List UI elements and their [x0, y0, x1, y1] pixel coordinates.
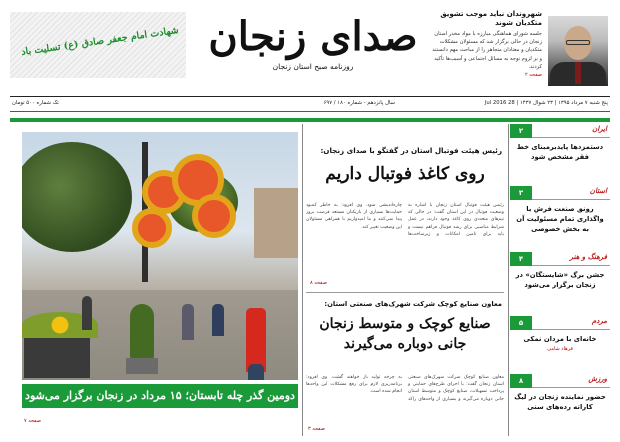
section-headline: رونق صنعت فرش با واگذاری تمام مسئولیت آن به بخش خصوصی [516, 205, 604, 233]
logo-subtitle: روزنامه صبح استان زنجان [272, 62, 354, 71]
masthead-rule [10, 96, 610, 97]
story-page-ref: صفحه ۳ [308, 426, 325, 432]
section-name: ورزش [588, 375, 607, 383]
section-name: استان [589, 187, 607, 195]
photo-caption: دومین گذر چله تابستان؛ ۱۵ مرداد در زنجان برگزار می‌شود [25, 389, 295, 402]
story-kicker: رئیس هیئت فوتبال استان در گفتگو با صدای زنجان: [320, 146, 502, 155]
main-stories-column [304, 124, 506, 436]
lead-story-body: جلسه شورای هماهنگی مبارزه با مواد مخدر استان زنجان در حالی برگزار شد که مسئولان مشکلات متکدیان و معتادان متجاهر را از مباحث مهم دانستند و بر لزوم توجه به مسائل اجتماعی و آسیب‌ها تأکید کردند. [432, 31, 542, 70]
section-name: ایران [592, 125, 607, 133]
lead-story-page: صفحه ۲ [525, 72, 542, 79]
sidebar-item-people[interactable] [510, 316, 610, 352]
section-header [510, 124, 610, 138]
price-text: تک شماره ۵۰۰ تومان [12, 100, 59, 106]
dateline-rule [10, 111, 610, 112]
slogan-banner [10, 12, 186, 78]
accent-strip [10, 118, 610, 122]
section-page-number: ۴ [510, 252, 532, 266]
section-name: مردم [591, 317, 607, 325]
story-kicker: معاون صنایع کوچک شرکت شهرک‌های صنعتی استان: [324, 300, 502, 308]
column-divider [508, 124, 509, 436]
sidebar-item-province[interactable] [510, 186, 610, 234]
column-divider [302, 124, 303, 436]
section-header [510, 252, 610, 266]
section-header [510, 186, 610, 200]
section-page-number: ۸ [510, 374, 532, 388]
story-body: رئیس هیئت فوتبال استان زنجان با اشاره به وضعیت فوتبال در این استان گفت: در حالی که تیم‌های متعددی روی کاغذ وجود دارند، در عمل شرایط مناسبی برای رشد فوتبال فراهم نیست و باید برای تامین امکانات و زیرساخت‌ها چاره‌اندیشی شود. وی افزود: به خاطر کمبود حمایت‌ها بسیاری از بازیکنان مستعد فرصت بروز پیدا نمی‌کنند و ما امیدواریم با همراهی مسئولان این وضعیت تغییر کند. [306, 203, 504, 237]
slogan-text: شهادت امام جعفر صادق (ع) تسلیت باد [20, 25, 180, 58]
issue-number: سال پانزدهم - شماره ۱۸۰ / ۶۹۷ [323, 100, 395, 106]
festival-photo [22, 132, 298, 380]
masthead-lead-story[interactable] [430, 10, 542, 78]
section-headline: خانه‌ای با مردان نمکی [523, 335, 597, 343]
section-headline: جشن برگ «شایستگان» در زنجان برگزار می‌شود [515, 271, 605, 289]
section-page-number: ۵ [510, 316, 532, 330]
lead-story-title: شهروندان نباید موجب تشویق متکدیان شوند [440, 10, 542, 27]
section-header [510, 316, 610, 330]
sidebar-index [508, 124, 610, 436]
story-headline[interactable]: صنایع کوچک و متوسط زنجان جانی دوباره می‌گیرند [319, 316, 491, 352]
section-page-number: ۳ [510, 186, 532, 200]
section-headline: حضور نماینده زنجان در لیگ کاراته رده‌های سنی [514, 393, 606, 411]
section-header [510, 374, 610, 388]
section-page-number: ۲ [510, 124, 532, 138]
logo-title: صدای زنجان [208, 13, 418, 60]
story-page-ref: صفحه ۸ [310, 280, 327, 286]
dateline [10, 98, 610, 110]
sidebar-item-culture[interactable] [510, 252, 610, 290]
newspaper-logo [208, 14, 418, 76]
section-byline: فرهاد شامی [547, 346, 573, 352]
photo-page-ref: صفحه ۷ [24, 418, 41, 424]
official-portrait-photo [548, 16, 608, 86]
section-name: فرهنگ و هنر [569, 253, 607, 261]
masthead [10, 4, 610, 90]
sidebar-item-sports[interactable] [510, 374, 610, 412]
sidebar-item-iran[interactable] [510, 124, 610, 162]
photo-story[interactable] [18, 128, 298, 428]
section-headline: دستمزدها پایدبرمبنای خط فقر مشخص شود [516, 143, 604, 161]
story-body: معاون صنایع کوچک شرکت شهرک‌های صنعتی استان زنجان گفت: با اجرای طرح‌های حمایتی و پرداخت تسهیلات، صنایع کوچک و متوسط استان جانی دوباره می‌گیرند و بسیاری از واحدهای راکد به چرخه تولید باز خواهند گشت. وی افزود: برنامه‌ریزی لازم برای رفع مشکلات این واحدها انجام شده است. [306, 375, 504, 402]
story-headline[interactable]: روی کاغذ فوتبال داریم [325, 164, 485, 184]
story-divider [306, 292, 504, 293]
date-text: پنج شنبه ۷ مرداد ۱۳۹۵ | ۲۳ شوال ۱۴۳۷ | 28 Jul 2016 [484, 100, 608, 106]
